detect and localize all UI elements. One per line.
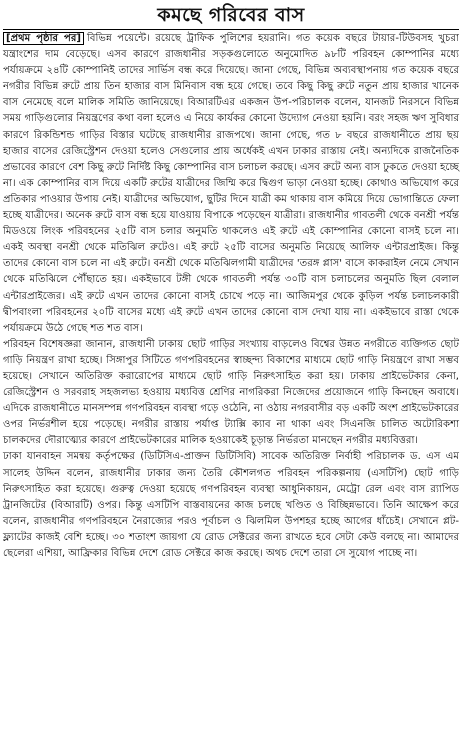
article-body	[3, 31, 459, 562]
continued-label: [প্রথম পৃষ্ঠার পর]	[3, 32, 84, 45]
article-headline: কমছে গরিবের বাস	[157, 4, 305, 26]
headline-rule	[3, 29, 459, 30]
article-paragraph-2: পরিবহন বিশেষজ্ঞরা জানান, রাজধানী ঢাকায় ছোট গাড়ির সংখ্যায় বাড়লেও বিশ্বের উন্নত নগরীতে ব্যক্তিগত ছোট গাড়ি নিয়ন্ত্রণ রাখা হচ্ছে। সিঙ্গাপুর সিটিতে গণপরিবহনের স্বাচ্ছন্দ্য বিকাশের মাধ্যমে ছোট গাড়ি নিয়ন্ত্রণে রাখা সম্ভব হয়েছে। সেখানে অতিরিক্ত করারোপের মাধ্যমে ছোট গাড়ি নিরুৎসাহিত করা হয়। ঢাকায় প্রাইভেটকার কেনা, রেজিস্ট্রেশন ও সরবরাহ সহজলভ্য হওয়ায় মধ্যবিত্ত শ্রেণির নাগরিকরা নিজেদের প্রয়োজনে গাড়ি কিনছেন অবাধে। এদিকে রাজধানীতে মানসম্পন্ন গণপরিবহন ব্যবস্থা গড়ে ওঠেনি, না ওঠায় নগরবাসীর বড় একটি অংশ প্রাইভেটকারের ওপর নির্ভরশীল হয়ে পড়েছে। নগরীর রাস্তায় পর্যাপ্ত ট্যাক্সি ক্যাব না থাকা এবং সিএনজি চালিত অটোরিকশা চালকদের দৌরাত্ম্যের কারণে প্রাইভেটকারের মালিক হওয়াকেই চূড়ান্ত নির্ভরতা মানছেন নগরীর মধ্যবিত্তরা।	[3, 338, 459, 447]
article-paragraph-1	[3, 31, 459, 337]
article-paragraph-3: ঢাকা যানবাহন সমন্বয় কর্তৃপক্ষের (ডিটিসিএ-প্রাক্তন ডিটিসিবি) সাবেক অতিরিক্ত নির্বাহী পরিচালক ড. এস এম সালেহ উদ্দিন বলেন, রাজধানীর ঢাকার জন্য তৈরি কৌশলগত পরিবহন পরিকল্পনায় (এসটিপি) ছোট গাড়ি নিরুৎসাহিত করা হয়েছে। গুরুত্ব দেওয়া হয়েছে গণপরিবহন ব্যবস্থা আধুনিকায়ন, মেট্রো রেল এবং বাস র‌্যাপিড ট্রানজিটের (বিআরটি) ওপর। কিন্তু এসটিপি বাস্তবায়নের কাজ চলছে খণ্ডিত ও বিচ্ছিন্নভাবে। তিনি আক্ষেপ করে বলেন, রাজধানীর গণপরিবহনে নৈরাজ্যের পরও পূর্বাচল ও ঝিলমিল উপশহর হচ্ছে আগের ধাঁচেই। সেখানে প্লট-ফ্ল্যাটের কাজই বেশি হচ্ছে। ৩০ শতাংশ জায়গা যে রোড সেক্টরের জন্য রাখতে হবে সেটা কেউ বলছে না। আমাদের ছেলেরা এশিয়া, আফ্রিকার বিভিন্ন দেশে রোড সেক্টরে কাজ করছে। অথচ দেশে তারা সে সুযোগ পাচ্ছে না।	[3, 451, 459, 559]
paragraph-text-1: বিভিন্ন পয়েন্টে। রয়েছে ট্রাফিক পুলিশের হয়রানি। গত কয়েক বছরে টায়ার-টিউবসহ খুচরা যন্ত্রাংশের দাম বেড়েছে। এসব কারণে রাজধানীর সড়কগুলোতে অনুমোদিত ৯৮টি পরিবহন কোম্পানির মধ্যে পর্যায়ক্রমে ২৪টি কোম্পানিই তাদের সার্ভিস বন্ধ করে দিয়েছে। জানা গেছে, বিভিন্ন অব্যবস্থাপনায় গত কয়েক বছরে নগরীর বিভিন্ন রুটে প্রায় তিন হাজার বাস মিনিবাস বন্ধ হয়ে গেছে। তবে কিছু কিছু রুটে নতুন প্রায় হাজার খানেক বাস নেমেছে বলে মালিক সমিতি জানিয়েছে। বিআরটিএর একজন উপ-পরিচালক বলেন, যানজট নিরসনে বিভিন্ন সময় গাড়িগুলোর নিয়ন্ত্রণের কথা বলা হলেও এ নিয়ে কার্যকর কোনো উদ্যোগ নেওয়া হয়নি। বরং সহজ ঋণ সুবিধার কারণে রিকন্ডিশন্ড গাড়ির বিস্তার ঘটেছে রাজধানীর রাজপথে। জানা গেছে, গত ৮ বছরে রাজধানীতে প্রায় ছয় হাজার বাসের রেজিস্ট্রেশন দেওয়া হলেও সেগুলোর প্রায় অর্ধেকই এখন ঢাকার রাস্তায় নেই। অন্যদিকে রাজনৈতিক প্রভাবের কারণে বেশ কিছু রুটে নির্দিষ্ট কিছু কোম্পানির বাস চলাচল করছে। এসব রুটে অন্য বাস ঢুকতে দেওয়া হচ্ছে না। এক কোম্পানির বাস দিয়ে একটি রুটের যাত্রীদের জিম্মি করে দ্বিগুণ ভাড়া নেওয়া হচ্ছে। কোথাও অভিযোগ করে প্রতিকার পাওয়ার উপায় নেই। যাত্রীদের অভিযোগ, ছুটির দিনে যাত্রী কম থাকায় বাস কমিয়ে দিয়ে ভোগান্তিতে ফেলা হচ্ছে যাত্রীদের। অনেক রুটে বাস বন্ধ হয়ে যাওয়ায় বিপাকে পড়েছেন যাত্রীরা। রাজধানীর গাবতলী থেকে বনশ্রী পর্যন্ত মিডওয়ে লিংক পরিবহনের ২৫টি বাস চলার অনুমতি থাকলেও এই রুটে এই কোম্পানির কোনো বাসই চলে না। একই অবস্থা বনশ্রী থেকে মতিঝিল রুটেও। এই রুটে ২৫টি বাসের অনুমতি নিয়েছে আলিফ এন্টারপ্রাইজ। কিন্তু তাদের কোনো বাস চলে না এই রুটে। বনশ্রী থেকে মতিঝিলগামী যাত্রীদের 'তরঙ্গ প্লাস' বাসে কাকরাইল নেমে সেখান থেকে মতিঝিলে পৌঁছাতে হয়। একইভাবে টঙ্গী থেকে গাবতলী পর্যন্ত ৩০টি বাস চলাচলের অনুমতি ছিল বেলাল এন্টারপ্রাইজের। এই রুটে এখন তাদের কোনো বাসই চোখে পড়ে না। আজিমপুর থেকে কুড়িল পর্যন্ত চলাচলকারী দ্বীপবাংলা পরিবহনের ২০টি বাসের মধ্যে এই রুটে এখন তাদের কোনো বাস দেখা যায় না। একইভাবে রাস্তা থেকে পর্যায়ক্রমে উঠে গেছে শত শত বাস।	[3, 33, 459, 334]
